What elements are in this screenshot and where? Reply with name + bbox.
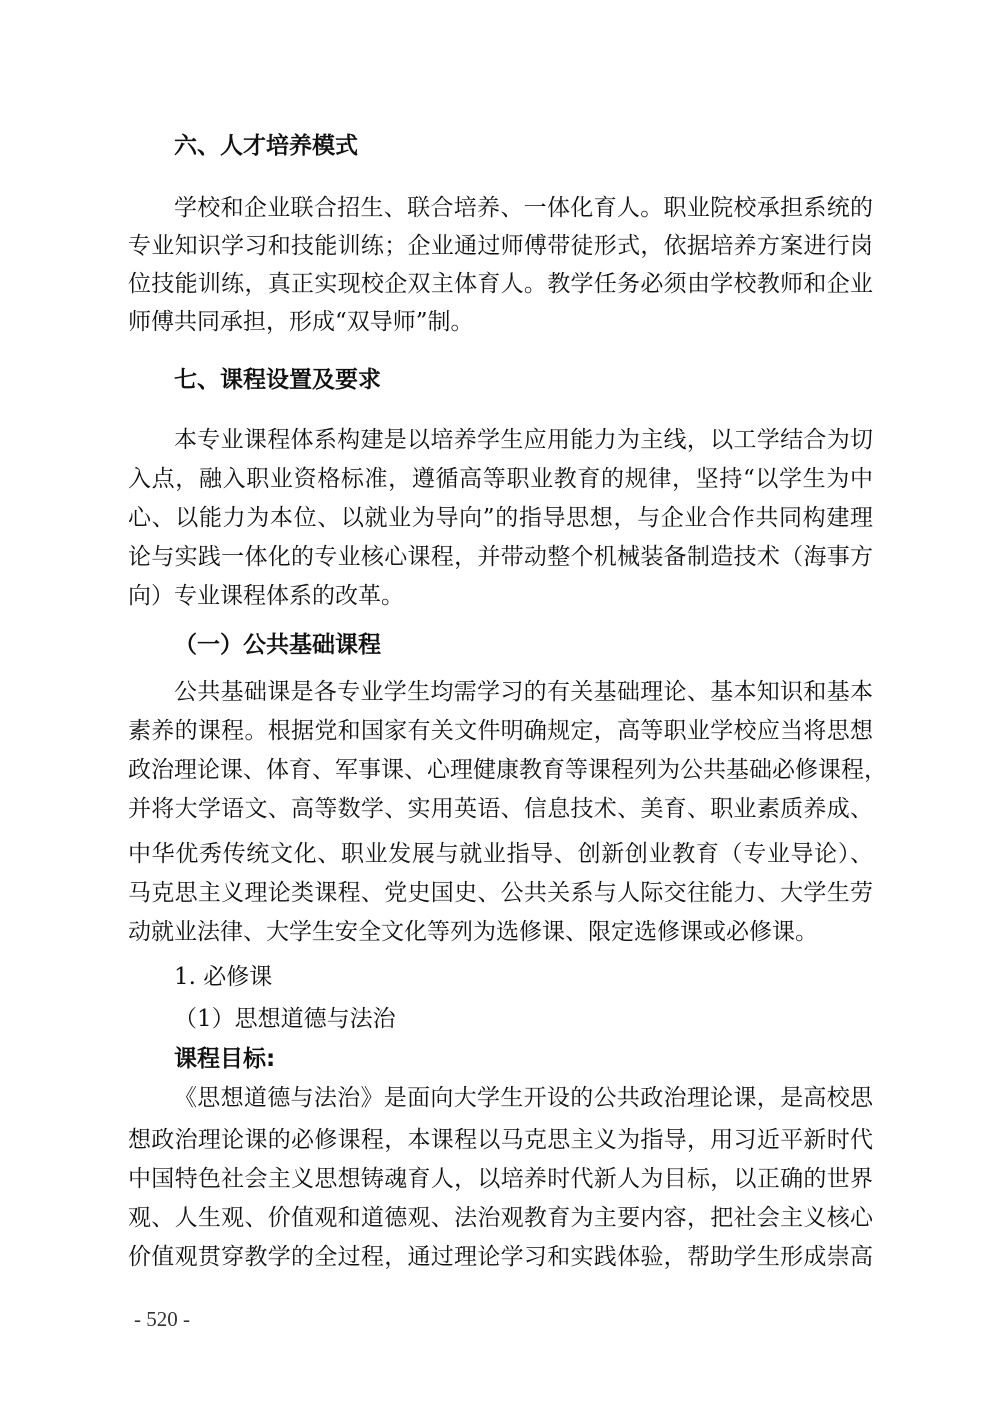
paragraph-line: 论与实践一体化的专业核心课程，并带动整个机械装备制造技术（海事方	[128, 544, 873, 570]
required-course-label: 1. 必修课	[174, 964, 273, 990]
paragraph-line: 向）专业课程体系的改革。	[128, 583, 404, 609]
paragraph-line: 动就业法律、大学生安全文化等列为选修课、限定选修课或必修课。	[128, 919, 818, 945]
paragraph-line: 公共基础课是各专业学生均需学习的有关基础理论、基本知识和基本	[174, 679, 873, 705]
paragraph-line: 马克思主义理论类课程、党史国史、公共关系与人际交往能力、大学生劳	[128, 880, 873, 906]
paragraph-line: 本专业课程体系构建是以培养学生应用能力为主线，以工学结合为切	[174, 427, 873, 453]
section-heading-6: 六、人才培养模式	[174, 133, 358, 159]
course-goal-label: 课程目标:	[174, 1046, 276, 1072]
paragraph-line: 《思想道德与法治》是面向大学生开设的公共政治理论课，是高校思	[174, 1085, 873, 1111]
paragraph-line: 中国特色社会主义思想铸魂育人，以培养时代新人为目标，以正确的世界	[128, 1166, 873, 1192]
paragraph-line: 入点，融入职业资格标准，遵循高等职业教育的规律，坚持“以学生为中	[128, 466, 873, 492]
paragraph-line: 心、以能力为本位、以就业为导向”的指导思想，与企业合作共同构建理	[128, 505, 873, 531]
paragraph-line: 学校和企业联合招生、联合培养、一体化育人。职业院校承担系统的	[174, 195, 873, 221]
section-heading-7: 七、课程设置及要求	[174, 367, 381, 393]
paragraph-line: 中华优秀传统文化、职业发展与就业指导、创新创业教育（专业导论）、	[128, 841, 873, 867]
paragraph-line: 专业知识学习和技能训练；企业通过师傅带徒形式，依据培养方案进行岗	[128, 233, 873, 259]
paragraph-line: 师傅共同承担，形成“双导师”制。	[128, 309, 474, 335]
paragraph-line: 观、人生观、价值观和道德观、法治观教育为主要内容，把社会主义核心	[128, 1205, 873, 1231]
course-title-ideology-law: （1）思想道德与法治	[174, 1006, 396, 1032]
paragraph-line: 政治理论课、体育、军事课、心理健康教育等课程列为公共基础必修课程，	[128, 757, 887, 783]
subsection-heading-public-courses: （一）公共基础课程	[174, 632, 381, 658]
paragraph-line: 位技能训练，真正实现校企双主体育人。教学任务必须由学校教师和企业	[128, 271, 873, 297]
page-number: - 520 -	[134, 1307, 190, 1331]
paragraph-line: 并将大学语文、高等数学、实用英语、信息技术、美育、职业素质养成、	[128, 796, 873, 822]
paragraph-line: 素养的课程。根据党和国家有关文件明确规定，高等职业学校应当将思想	[128, 718, 873, 744]
paragraph-line: 价值观贯穿教学的全过程，通过理论学习和实践体验，帮助学生形成崇高	[128, 1244, 873, 1270]
paragraph-line: 想政治理论课的必修课程，本课程以马克思主义为指导，用习近平新时代	[128, 1127, 873, 1153]
